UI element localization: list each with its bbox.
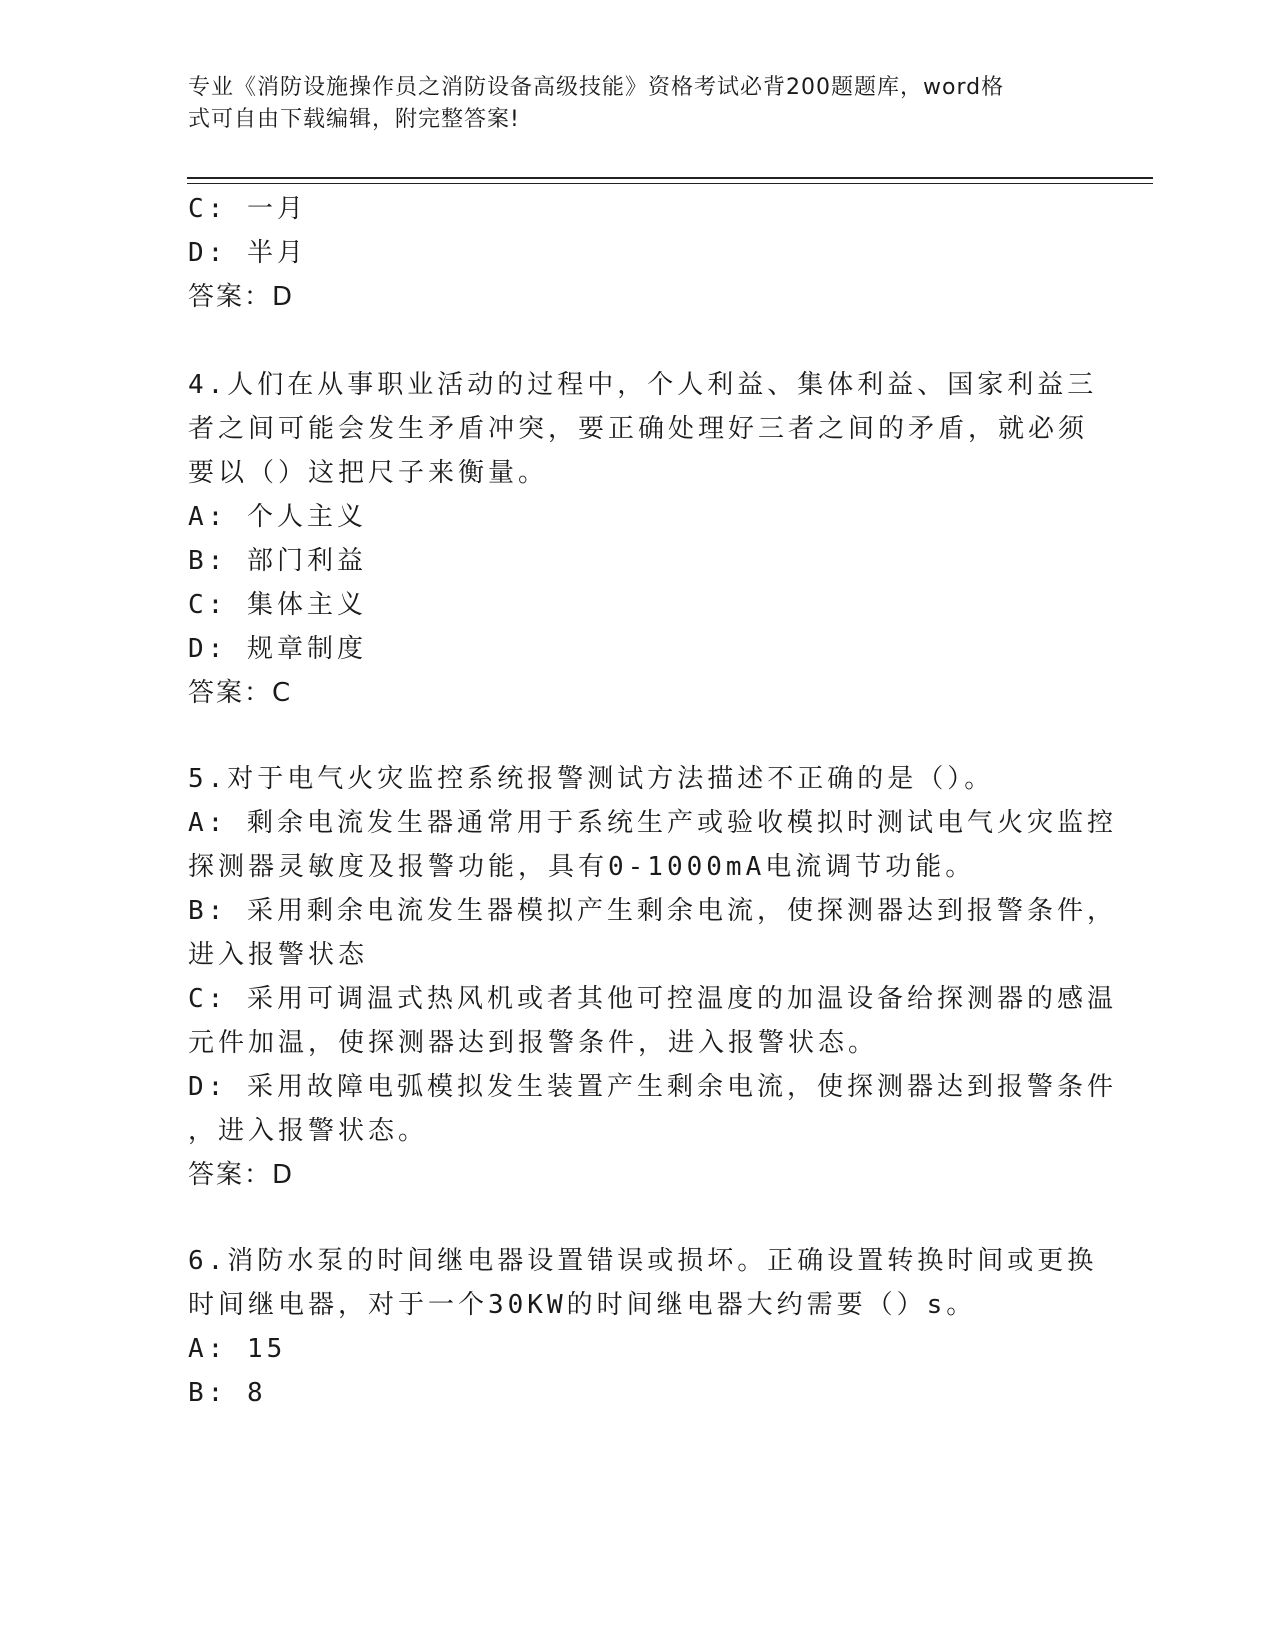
q5-option-b-line-2: 进入报警状态 [188,940,369,970]
q5-stem-line-1: 5.对于电气火灾监控系统报警测试方法描述不正确的是（）。 [188,764,995,794]
q4-option-d: D: 规章制度 [188,634,367,664]
q4-stem-line-1: 4.人们在从事职业活动的过程中，个人利益、集体利益、国家利益三 [188,370,1098,400]
q5-option-d-line-2: ，进入报警状态。 [188,1116,429,1146]
header-rule-bottom [187,183,1153,184]
q6-stem-line-1: 6.消防水泵的时间继电器设置错误或损坏。正确设置转换时间或更换 [188,1246,1098,1276]
header-title-line-2: 式可自由下载编辑，附完整答案! [188,107,520,132]
q5-answer: 答案：D [188,1160,295,1190]
q4-stem-line-2: 者之间可能会发生矛盾冲突，要正确处理好三者之间的矛盾，就必须 [188,414,1089,444]
header-rule-top [187,177,1153,179]
q4-answer: 答案：C [188,678,293,708]
header-title-line-1: 专业《消防设施操作员之消防设备高级技能》资格考试必背200题题库，word格 [188,75,1005,100]
q4-option-c: C: 集体主义 [188,590,367,620]
q6-stem-line-2: 时间继电器，对于一个30KW的时间继电器大约需要（）s。 [188,1290,977,1320]
q5-option-b-line-1: B: 采用剩余电流发生器模拟产生剩余电流，使探测器达到报警条件， [188,896,1117,926]
q3-option-d: D: 半月 [188,238,307,268]
document-header [188,72,1068,136]
q4-option-b: B: 部门利益 [188,546,367,576]
q6-option-a: A: 15 [188,1334,287,1364]
q4-option-a: A: 个人主义 [188,502,367,532]
q5-option-d-line-1: D: 采用故障电弧模拟发生装置产生剩余电流，使探测器达到报警条件 [188,1072,1117,1102]
q5-option-c-line-2: 元件加温，使探测器达到报警条件，进入报警状态。 [188,1028,879,1058]
q3-answer: 答案：D [188,282,295,312]
q5-option-c-line-1: C: 采用可调温式热风机或者其他可控温度的加温设备给探测器的感温 [188,984,1117,1014]
q4-stem-line-3: 要以（）这把尺子来衡量。 [188,458,549,488]
q6-option-b: B: 8 [188,1378,267,1408]
q5-option-a-line-1: A: 剩余电流发生器通常用于系统生产或验收模拟时测试电气火灾监控 [188,808,1117,838]
q3-option-c: C: 一月 [188,194,307,224]
q5-option-a-line-2: 探测器灵敏度及报警功能，具有0-1000mA电流调节功能。 [188,852,976,882]
